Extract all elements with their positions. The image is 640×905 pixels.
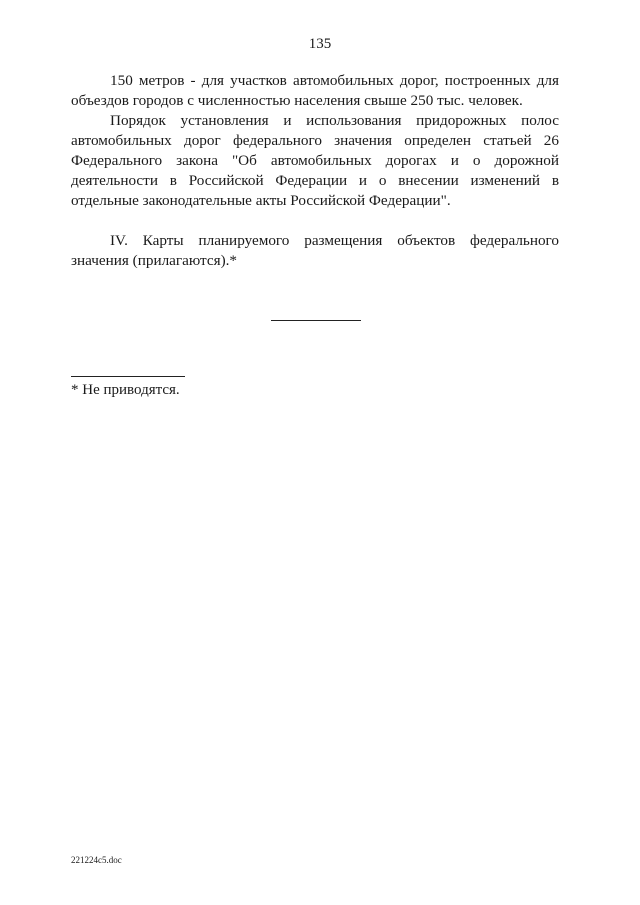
paragraph-section-iv-maps: IV. Карты планируемого размещения объектов федерального значения (прилагаются).* — [71, 232, 559, 269]
footnote-separator — [71, 376, 185, 377]
end-of-text-rule — [271, 320, 361, 321]
page-number: 135 — [308, 36, 332, 52]
paragraph-roadside-strips: Порядок установления и использования придорожных полос автомобильных дорог федерального значения определен статьей 26 Федерального закона "Об автомобильных дорогах и о дорожной деятельности в Российской Федерации и о внесении изменений в отдельные законодательные акты Российской Федерации". — [71, 112, 559, 209]
paragraph-150-meters: 150 метров - для участков автомобильных дорог, построенных для объездов городов с численностью населения свыше 250 тыс. человек. — [71, 72, 559, 109]
section-iv-text — [71, 231, 559, 271]
footnote: * Не приводятся. — [71, 382, 180, 398]
body-text-section — [71, 71, 559, 211]
document-file-code: 221224c5.doc — [71, 855, 122, 865]
